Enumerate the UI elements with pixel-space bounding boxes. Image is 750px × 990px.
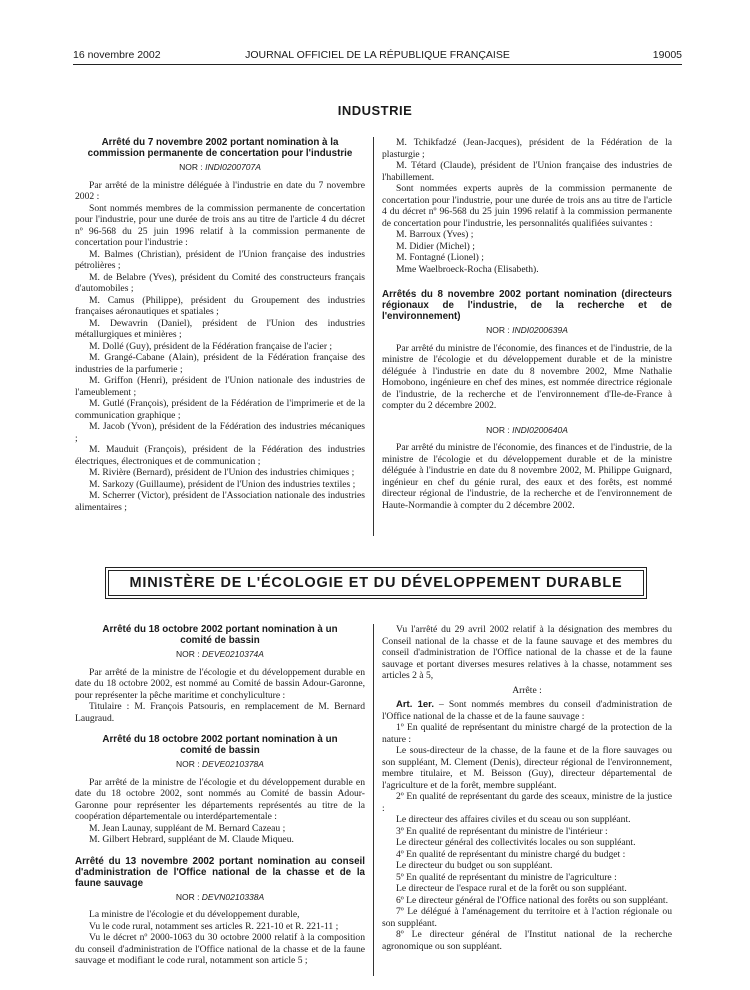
section-title-industrie: INDUSTRIE — [337, 103, 413, 118]
list-item: 2º En qualité de représentant du garde des sceaux, ministre de la justice : — [382, 791, 672, 814]
paragraph: M. Scherrer (Victor), président de l'Association nationale des industries alimentaires ; — [75, 490, 365, 513]
list-item: 6º Le directeur général de l'Office national des forêts ou son suppléant. — [396, 894, 668, 906]
paragraph: M. Didier (Michel) ; — [396, 240, 475, 252]
article-title: Arrêtés du 8 novembre 2002 portant nomination (directeurs régionaux de l'industrie, de la recherche et de l'environnement) — [382, 289, 672, 322]
paragraph: M. Barroux (Yves) ; — [396, 229, 474, 240]
paragraph: Par arrêté du ministre de l'économie, des finances et de l'industrie, de la ministre de l'écologie et du développement durable et de la ministre déléguée à l'industrie en date du 8 novembre 2002, Mme Nathalie Homobono, ingénieure en chef des mines, est nommée directrice régionale de l'industrie, de la recherche et de l'environnement d'Ile-de-France à compter du 2 décembre 2002. — [382, 342, 672, 411]
nor-reference: NOR : DEVN0210338A — [175, 891, 265, 902]
paragraph: Par arrêté de la ministre de l'écologie et du développement durable en date du 18 octobre 2002, sont nommés au Comité de bassin Adour-Garonne pour représenter les départements représentés au titre de la coopération départementale ou interdépartementale : — [75, 776, 365, 822]
list-item: Le directeur de l'espace rural et de la forêt ou son suppléant. — [396, 883, 627, 894]
paragraph: Sont nommées experts auprès de la commission permanente de concertation pour l'industrie, pour une durée de trois ans au titre de l'article 4 du décret nº 96-568 du 25 juin 1996 relatif à la commission permanente de concertation pour l'industrie, les personnalités qualifiées suivantes : — [382, 183, 672, 229]
paragraph: M. Tétard (Claude), président de l'Union française des industries de l'habillement. — [382, 160, 672, 183]
paragraph: M. Dollé (Guy), président de la Fédération française de l'acier ; — [89, 340, 333, 352]
paragraph: M. Gutlé (François), président de la Fédération de l'imprimerie et de la communication graphique ; — [75, 398, 365, 421]
nor-reference: NOR : INDI0200639A — [486, 325, 568, 335]
paragraph: M. Rivière (Bernard), président de l'Union des industries chimiques ; — [89, 467, 355, 478]
paragraph: Vu l'arrêté du 29 avril 2002 relatif à la désignation des membres du Conseil national de la chasse et de la faune sauvage et des membres du conseil d'administration de l'Office national de la chasse et de la faune sauvage et portant diverses mesures relatives à la chasse, notamment ses articles 2 à 5, — [382, 624, 672, 681]
arrete-label: Arrête : — [512, 684, 542, 696]
article-title: Arrêté du 18 octobre 2002 portant nomination à un comité de bassin — [102, 734, 338, 756]
nor-reference: NOR : DEVE0210374A — [176, 649, 264, 659]
list-item: 5º En qualité de représentant du ministre de l'agriculture : — [396, 871, 617, 883]
article-body — [75, 667, 365, 725]
nor-reference: NOR : INDI0200707A — [179, 162, 261, 172]
paragraph: Par arrêté de la ministre déléguée à l'industrie en date du 7 novembre 2002 : — [75, 179, 365, 202]
paragraph: Mme Waelbroeck-Rocha (Elisabeth). — [396, 263, 539, 275]
list-item: 7º Le délégué à l'aménagement du territoire et à l'action régionale ou son suppléant. — [382, 906, 672, 929]
article-body — [75, 180, 365, 514]
column-divider — [373, 137, 374, 536]
page-number: 19005 — [652, 49, 682, 61]
paragraph: Par arrêté de la ministre de l'écologie et du développement durable en date du 18 octobre 2002, est nommé au Comité de bassin Adour-Garonne, pour représenter la pêche maritime et conchyliculture : — [75, 666, 365, 701]
paragraph: M. Fontagné (Lionel) ; — [396, 252, 484, 263]
column-right-bottom — [382, 624, 672, 952]
ministry-heading: MINISTÈRE DE L'ÉCOLOGIE ET DU DÉVELOPPEMENT DURABLE — [108, 570, 644, 596]
header-date: 16 novembre 2002 — [73, 49, 161, 61]
article-title: Arrêté du 13 novembre 2002 portant nomination au conseil d'administration de l'Office national de la chasse et de la faune sauvage — [75, 855, 365, 889]
paragraph: M. Balmes (Christian), président de l'Union française des industries pétrolières ; — [75, 248, 365, 271]
list-item: 1º En qualité de représentant du ministre chargé de la protection de la nature : — [382, 722, 672, 745]
paragraph: M. Mauduit (François), président de la Fédération des industries électriques, électroniques et de communication ; — [75, 444, 365, 467]
paragraph: Sont nommés membres de la commission permanente de concertation pour l'industrie, pour une durée de trois ans au titre de l'article 4 du décret nº 96-568 du 25 juin 1996 relatif à la commission permanente de concertation pour l'industrie : — [75, 202, 365, 248]
article-title: Arrêté du 7 novembre 2002 portant nomination à la commission permanente de concertation pour l'industrie — [87, 137, 353, 159]
article-body-continued — [382, 137, 672, 275]
paragraph: M. Jean Launay, suppléant de M. Bernard Cazeau ; — [89, 822, 286, 834]
nor-reference: NOR : DEVE0210378A — [176, 759, 264, 769]
column-left-top — [75, 137, 365, 513]
journal-title: JOURNAL OFFICIEL DE LA RÉPUBLIQUE FRANÇAISE — [245, 49, 510, 61]
paragraph: Vu le code rural, notamment ses articles R. 221-10 et R. 221-11 ; — [89, 920, 339, 932]
ministry-heading-box — [105, 567, 647, 599]
paragraph: M. Griffon (Henri), président de l'Union nationale des industries de l'ameublement ; — [75, 375, 365, 398]
column-left-bottom — [75, 624, 365, 967]
page-header — [73, 49, 682, 63]
paragraph: La ministre de l'écologie et du développement durable, — [89, 909, 300, 920]
list-item: Le directeur du budget ou son suppléant. — [396, 860, 553, 871]
paragraph: M. Camus (Philippe), président du Groupement des industries françaises aéronautiques et spatiales ; — [75, 294, 365, 317]
paragraph: M. Jacob (Yvon), président de la Fédération des industries mécaniques ; — [75, 421, 365, 444]
article-body — [75, 909, 365, 967]
article-items — [382, 722, 672, 952]
paragraph: Vu le décret nº 2000-1063 du 30 octobre 2000 relatif à la composition du conseil d'administration de l'Office national de la chasse et de la faune sauvage et modifiant le code rural, notamment son article 5 ; — [75, 932, 365, 966]
paragraph: M. Dewavrin (Daniel), président de l'Union des industries métallurgiques et minières ; — [75, 317, 365, 340]
list-item: Le directeur général des collectivités locales ou son suppléant. — [396, 837, 636, 848]
header-rule — [73, 64, 682, 65]
paragraph: M. Tchikfadzé (Jean-Jacques), président de la Fédération de la plasturgie ; — [382, 137, 672, 160]
paragraph: M. Gilbert Hebrard, suppléant de M. Claude Miqueu. — [89, 834, 294, 845]
paragraph: M. Grangé-Cabane (Alain), président de la Fédération française des industries de la parfumerie ; — [75, 352, 365, 375]
list-item: Le sous-directeur de la chasse, de la faune et de la flore sauvages ou son suppléant, M. Clement (Denis), directeur régional de l'environnement, membre titulaire, et M. Beisson (Guy), directeur départemental de l'agriculture et de la forêt, membre suppléant. — [382, 745, 672, 791]
article-1: Art. 1er. – Sont nommés membres du conseil d'administration de l'Office national de la chasse et de la faune sauvage : — [382, 699, 672, 722]
column-right-top — [382, 137, 672, 511]
article-title: Arrêté du 18 octobre 2002 portant nomination à un comité de bassin — [102, 624, 338, 646]
list-item: 4º En qualité de représentant du ministre chargé du budget : — [396, 848, 626, 860]
column-divider — [373, 624, 374, 976]
paragraph: M. Sarkozy (Guillaume), président de l'Union des industries textiles ; — [89, 478, 356, 490]
paragraph: M. de Belabre (Yves), président du Comité des constructeurs français d'automobiles ; — [75, 271, 365, 294]
article-body — [75, 777, 365, 846]
paragraph: Titulaire : M. François Patsouris, en remplacement de M. Bernard Laugraud. — [75, 701, 365, 724]
nor-reference: NOR : INDI0200640A — [486, 424, 568, 435]
list-item: 3º En qualité de représentant du ministre de l'intérieur : — [396, 825, 608, 837]
list-item: 8º Le directeur général de l'Institut national de la recherche agronomique ou son suppléant. — [382, 929, 672, 952]
list-item: Le directeur des affaires civiles et du sceau ou son suppléant. — [396, 814, 631, 825]
paragraph: Par arrêté du ministre de l'économie, des finances et de l'industrie, de la ministre de l'écologie et du développement durable et de la ministre déléguée à l'industrie en date du 8 novembre 2002, M. Philippe Guignard, ingénieur en chef du génie rural, des eaux et des forêts, est nommé directeur régional de l'industrie, de la recherche et de l'environnement de Haute-Normandie à compter du 2 décembre 2002. — [382, 442, 672, 511]
